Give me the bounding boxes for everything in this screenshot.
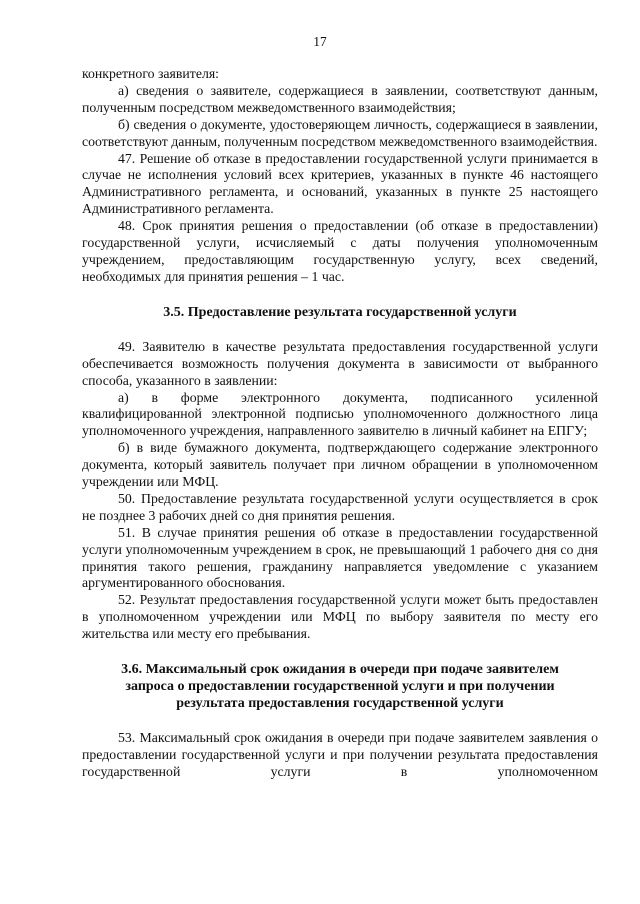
paragraph: 53. Максимальный срок ожидания в очереди при подаче заявителем заявления о предоставлении государственной услуги и при получении результата предоставления государственной услуги в уполномоченном bbox=[82, 730, 598, 779]
section-heading-line: запроса о предоставлении государственной услуги и при получении bbox=[125, 679, 555, 695]
document-body bbox=[82, 66, 598, 781]
paragraph: а) в форме электронного документа, подписанного усиленной квалифицированной электронной подписью уполномоченного должностного лица уполномоченного учреждения, направленного заявителю в личный кабинет на ЕПГУ; bbox=[82, 389, 598, 439]
section-heading: 3.5. Предоставление результата государственной услуги bbox=[163, 304, 517, 320]
page-number: 17 bbox=[313, 34, 327, 49]
paragraph: б) в виде бумажного документа, подтверждающего содержание электронного документа, который заявитель получает при личном обращении в уполномоченном учреждении или МФЦ. bbox=[82, 440, 598, 490]
paragraph: 51. В случае принятия решения об отказе в предоставлении государственной услуги уполномоченным учреждением в срок, не превышающий 1 рабочего дня со дня принятия такого решения, гражданину направляется уведомление с указанием аргументированного обоснования. bbox=[82, 524, 598, 591]
paragraph: 52. Результат предоставления государственной услуги может быть предоставлен в уполномоченном учреждении или МФЦ по выбору заявителя по месту его жительства или месту его пребывания. bbox=[82, 592, 598, 642]
paragraph: 48. Срок принятия решения о предоставлении (об отказе в предоставлении) государственной услуги, исчисляемый с даты получения уполномоченным учреждением, предоставляющим государственную услугу, всех сведений, необходимых для принятия решения – 1 час. bbox=[82, 218, 598, 284]
section-heading bbox=[82, 661, 598, 712]
section-heading-line: 3.6. Максимальный срок ожидания в очереди при подаче заявителем bbox=[121, 662, 559, 678]
section-heading-line: результата предоставления государственной услуги bbox=[176, 696, 504, 712]
paragraph: 49. Заявителю в качестве результата предоставления государственной услуги обеспечивается возможность получения документа в зависимости от выбранного способа, указанного в заявлении: bbox=[82, 338, 598, 388]
paragraph: а) сведения о заявителе, содержащиеся в заявлении, соответствуют данным, полученным посредством межведомственного взаимодействия; bbox=[82, 82, 598, 115]
paragraph: б) сведения о документе, удостоверяющем личность, содержащиеся в заявлении, соответствуют данным, полученным посредством межведомственного взаимодействия. bbox=[82, 116, 598, 149]
paragraph: конкретного заявителя: bbox=[82, 66, 220, 81]
paragraph: 47. Решение об отказе в предоставлении государственной услуги принимается в случае не исполнения условий всех критериев, указанных в пункте 46 настоящего Административного регламента, и оснований, указанных в пункте 25 настоящего Административного регламента. bbox=[82, 150, 598, 217]
paragraph: 50. Предоставление результата государственной услуги осуществляется в срок не позднее 3 рабочих дней со дня принятия решения. bbox=[82, 490, 598, 523]
